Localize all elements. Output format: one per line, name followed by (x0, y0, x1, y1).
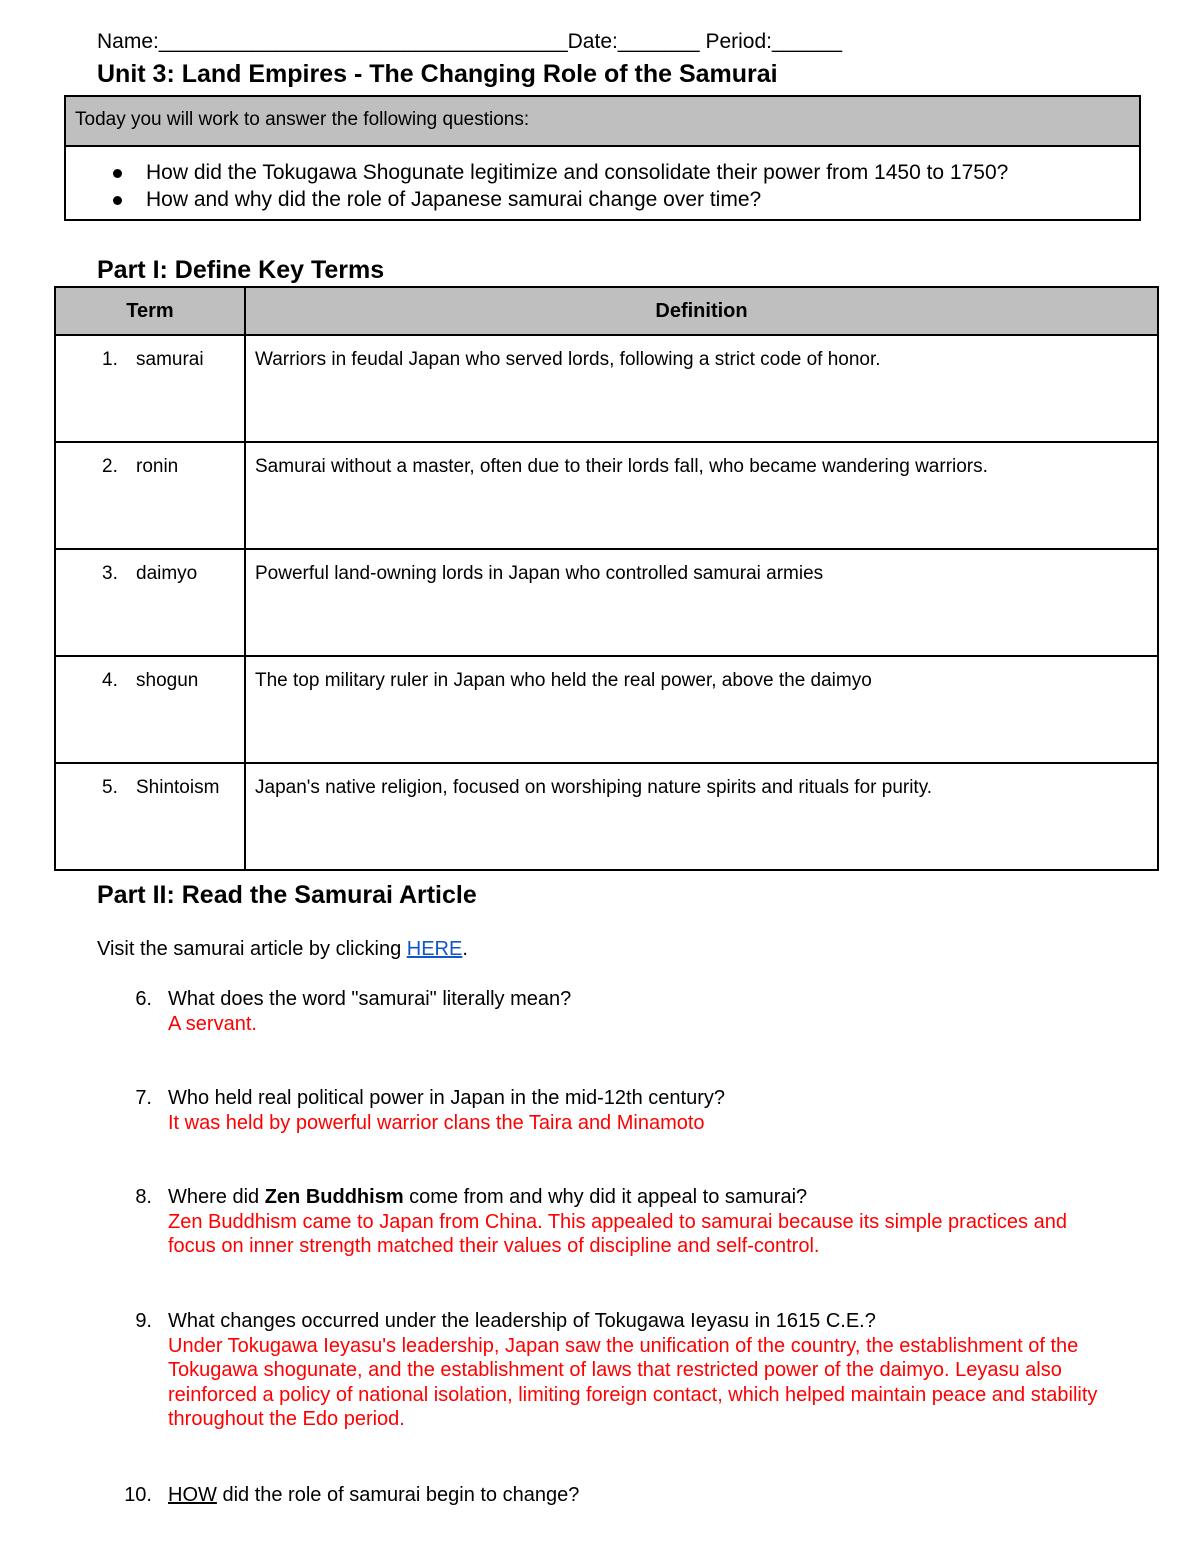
guiding-questions-box (64, 95, 1141, 221)
definition-cell[interactable]: Samurai without a master, often due to their lords fall, who became wandering warriors. (245, 442, 1158, 549)
answer-text[interactable]: It was held by powerful warrior clans the Taira and Minamoto (168, 1111, 705, 1134)
table-row (55, 763, 1158, 870)
question-7 (0, 1086, 1200, 1135)
table-row (55, 549, 1158, 656)
term-column-header: Term (55, 287, 245, 335)
term-cell (55, 656, 245, 763)
question-text: What changes occurred under the leadership of Tokugawa Ieyasu in 1615 C.E.? (168, 1310, 876, 1332)
table-row (55, 442, 1158, 549)
answer-text[interactable]: A servant. (168, 1012, 257, 1035)
guiding-questions-heading: Today you will work to answer the following questions: (66, 97, 1139, 147)
bullet-icon (113, 196, 122, 205)
term-number: 5. (102, 777, 118, 798)
date-label: Date: (567, 30, 618, 53)
part1-heading: Part I: Define Key Terms (97, 256, 385, 284)
article-link[interactable]: HERE (406, 938, 463, 960)
definition-cell[interactable]: Powerful land-owning lords in Japan who controlled samurai armies (245, 549, 1158, 656)
name-label: Name: (97, 30, 159, 53)
question-9 (0, 1309, 1200, 1432)
question-8 (0, 1185, 1200, 1259)
term-number: 1. (102, 349, 118, 370)
term-number: 2. (102, 456, 118, 477)
key-term-bold: Zen Buddhism (264, 1186, 404, 1208)
key-terms-table (54, 286, 1159, 871)
question-6 (0, 987, 1200, 1036)
guiding-question: How and why did the role of Japanese samurai change over time? (66, 186, 1139, 213)
term-cell (55, 442, 245, 549)
term-number: 3. (102, 563, 118, 584)
bullet-icon (113, 169, 122, 178)
guiding-question: How did the Tokugawa Shogunate legitimize and consolidate their power from 1450 to 1750? (66, 159, 1139, 186)
term-word: ronin (136, 456, 179, 477)
definition-cell[interactable]: Warriors in feudal Japan who served lords, following a strict code of honor. (245, 335, 1158, 442)
period-blank[interactable]: ______ (772, 30, 843, 53)
period-label: Period: (705, 30, 772, 53)
header-line (97, 30, 842, 54)
question-text: What does the word "samurai" literally mean? (168, 988, 572, 1010)
table-row (55, 656, 1158, 763)
term-number: 4. (102, 670, 118, 691)
definition-cell[interactable]: Japan's native religion, focused on worshiping nature spirits and rituals for purity. (245, 763, 1158, 870)
term-cell (55, 549, 245, 656)
question-text: Who held real political power in Japan in the mid-12th century? (168, 1087, 725, 1109)
term-cell (55, 763, 245, 870)
answer-text[interactable]: Under Tokugawa Ieyasu's leadership, Japan saw the unification of the country, the establishment of the Tokugawa shogunate, and the establishment of laws that restricted power of the daimyo. Leyasu also reinforced a policy of national isolation, limiting foreign contact, which helped maintain peace and stability throughout the Edo period. (168, 1334, 1098, 1430)
date-blank[interactable]: _______ (617, 30, 700, 53)
answer-text[interactable]: Zen Buddhism came to Japan from China. This appealed to samurai because its simple practices and focus on inner strength matched their values of discipline and self-control. (168, 1210, 1067, 1257)
question-10 (0, 1483, 1200, 1508)
term-cell (55, 335, 245, 442)
definition-column-header: Definition (245, 287, 1158, 335)
question-number: 8. (135, 1186, 152, 1208)
table-row (55, 335, 1158, 442)
question-text: Where did Zen Buddhism come from and why did it appeal to samurai? (168, 1186, 808, 1208)
question-number: 9. (135, 1310, 152, 1332)
term-word: daimyo (136, 563, 198, 584)
question-number: 6. (135, 988, 152, 1010)
guiding-questions-list (66, 159, 1139, 213)
page-title: Unit 3: Land Empires - The Changing Role of the Samurai (97, 60, 778, 88)
visit-article-line: Visit the samurai article by clicking HERE. (97, 938, 468, 960)
name-blank[interactable]: ___________________________________ (158, 30, 568, 53)
table-header-row (55, 287, 1158, 335)
definition-cell[interactable]: The top military ruler in Japan who held the real power, above the daimyo (245, 656, 1158, 763)
term-word: Shintoism (136, 777, 220, 798)
question-number: 7. (135, 1087, 152, 1109)
term-word: shogun (136, 670, 199, 691)
question-number: 10. (124, 1484, 152, 1506)
part2-heading: Part II: Read the Samurai Article (97, 881, 477, 909)
question-text: HOW did the role of samurai begin to change? (168, 1484, 580, 1506)
term-word: samurai (136, 349, 204, 370)
